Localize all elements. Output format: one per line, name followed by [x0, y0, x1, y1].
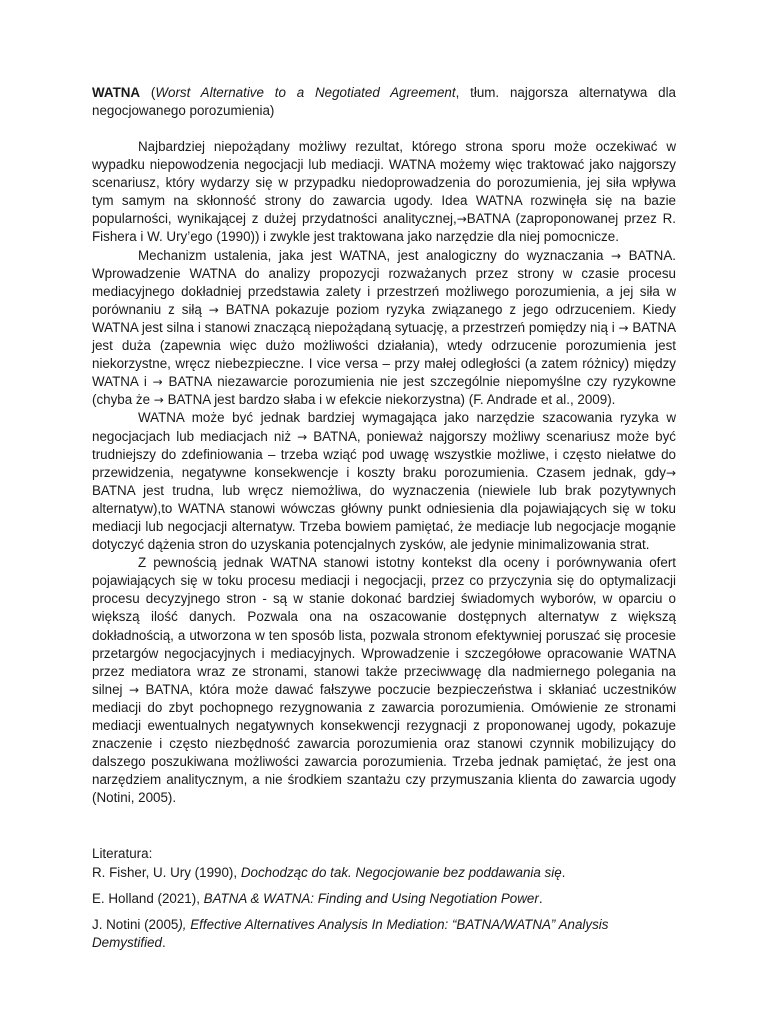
entry-expansion: Worst Alternative to a Negotiated Agreement	[155, 85, 456, 100]
reference-title: BATNA & WATNA: Finding and Using Negotiation Power	[203, 891, 539, 907]
reference-tail: .	[561, 865, 566, 881]
entry-title	[92, 84, 676, 119]
paragraph-text: Z pewnością jednak WATNA stanowi istotny kontekst dla oceny i porównywania ofert pojawiających się w toku procesu mediacji i negocjacji, przez co przyczynia się do optymalizacji procesu decyzyjnego stron - są w stanie dokonać bardziej świadomych wyborów, w oparciu o większą ilość danych. Pozwala ona na oszacowanie dostępnych alternatyw z większą dokładnością, a utworzona w ten sposób lista, pozwala stronom efektywniej poruszać się procesie przetargów negocjacyjnych i mediacyjnych. Wprowadzenie i szczegółowe opracowanie WATNA przez mediatora wraz ze stronami, stanowi także przeciwwagę dla nadmiernego polegania na silnej	[92, 555, 676, 697]
cross-reference-arrow-icon: →	[152, 375, 163, 390]
reference-item	[92, 916, 676, 952]
paragraph-text: BATNA, ponieważ najgorszy możliwy scenariusz może być trudniejszy do zdefiniowania – trzeba wziąć pod uwagę wszystkie możliwe, i często niełatwe do przewidzenia, negatywne konsekwencje i koszty braku porozumienia. Czasem jednak, gdy	[92, 428, 676, 480]
cross-reference-arrow-icon: →	[611, 248, 622, 263]
paragraph-text: BATNA jest bardzo słaba i w efekcie niekorzystna) (F. Andrade et al., 2009).	[163, 392, 616, 408]
reference-title: ), Effective Alternatives Analysis In Mediation: “BATNA/WATNA” Analysis Demystified	[92, 917, 609, 951]
references-section	[92, 845, 676, 952]
body-paragraph	[92, 554, 676, 807]
references-heading: Literatura:	[92, 846, 153, 862]
paragraph-text: BATNA, która może dawać fałszywe poczucie bezpieczeństwa i skłaniać uczestników mediacji do zbyt pochopnego rezygnowania z zawarcia porozumienia. Omówienie ze stronami mediacji ewentualnych negatywnych konsekwencji rezygnacji z proponowanej ugody, pokazuje znaczenie i często niezbędność zawarcia porozumienia oraz stanowi czynnik mobilizujący do dalszego poszukiwana możliwości zawarcia porozumienia. Trzeba jednak pamiętać, że jest ona narzędziem analitycznym, a nie środkiem szantażu czy przymuszania klienta do zawarcia ugody (Notini, 2005).	[92, 681, 676, 806]
reference-item	[92, 890, 676, 908]
cross-reference-arrow-icon: →	[208, 302, 219, 317]
reference-title: Dochodząc do tak. Negocjowanie bez poddawania się	[240, 865, 562, 881]
cross-reference-arrow-icon: →	[128, 682, 140, 697]
cross-reference-arrow-icon: →	[618, 320, 629, 335]
reference-author: E. Holland (2021),	[92, 891, 204, 907]
paragraph-text: BATNA jest duża (zapewnia więc dużo możliwości działania), wtedy odrzucenie porozumienia jest niekorzystne, wręcz niebezpieczne. I vice versa – przy małej odległości (a zatem różnicy) między WATNA i	[92, 319, 676, 390]
paragraph-text: BATNA (zaproponowanej przez R. Fishera i W. Ury’ego (1990)) i zwykle jest traktowana jako narzędzie dla niej pomocnicze.	[92, 211, 676, 245]
entry-translation: , tłum. najgorsza alternatywa dla negocjowanego porozumienia)	[92, 85, 676, 118]
paragraph-text: BATNA niezawarcie porozumienia nie jest szczególnie niepomyślne czy ryzykowne (chyba że	[92, 374, 676, 408]
title-open-paren: (	[140, 85, 156, 100]
body-paragraph	[92, 409, 676, 554]
body-paragraph	[92, 138, 676, 247]
cross-reference-arrow-icon: →	[297, 429, 308, 444]
reference-tail: .	[538, 891, 543, 907]
reference-item	[92, 864, 676, 882]
entry-term: WATNA	[92, 85, 141, 100]
body-paragraph	[92, 247, 676, 410]
entry-body	[92, 138, 676, 807]
paragraph-text: Mechanizm ustalenia, jaka jest WATNA, jest analogiczny do wyznaczania	[138, 247, 611, 263]
paragraph-text: Najbardziej niepożądany możliwy rezultat, którego strona sporu może oczekiwać w wypadku niepowodzenia negocjacji lub mediacji. WATNA możemy więc traktować jako najgorszy scenariusz, który wydarzy się w przypadku niedoprowadzenia do porozumienia, jej siła wpływa tym samym na skłonność strony do zawarcia ugody. Idea WATNA rozwinęła się na bazie popularności, wynikającej z dużej przydatności analitycznej,	[92, 139, 676, 227]
paragraph-text: BATNA pokazuje poziom ryzyka związanego z jego odrzuceniem. Kiedy WATNA jest silna i stanowi znaczącą niepożądaną sytuację, a przestrzeń pomiędzy nią i	[92, 301, 676, 335]
cross-reference-arrow-icon: →	[456, 212, 467, 227]
reference-author: J. Notini (2005	[92, 917, 179, 933]
cross-reference-arrow-icon: →	[153, 393, 164, 408]
cross-reference-arrow-icon: →	[665, 465, 676, 480]
paragraph-text: BATNA jest trudna, lub wręcz niemożliwa, do wyznaczenia (niewiele lub brak pozytywnych alternatyw),to WATNA stanowi wówczas główny punkt odniesienia dla pojawiających się w toku mediacji lub negocjacji alternatyw. Trzeba bowiem pamiętać, że mediacje lub negocjacje mogąnie dotyczyć dążenia stron do uzyskania potencjalnych zysków, ale jedynie minimalizowania strat.	[92, 482, 676, 553]
reference-tail: .	[161, 935, 166, 951]
reference-author: R. Fisher, U. Ury (1990),	[92, 865, 241, 881]
paragraph-text: BATNA. Wprowadzenie WATNA do analizy propozycji rozważanych przez strony w czasie procesu mediacyjnego dokładniej przedstawia zalety i przestrzeń możliwego porozumienia, a jej siła w porównaniu z siłą	[92, 247, 676, 317]
paragraph-text: WATNA może być jednak bardziej wymagająca jako narzędzie szacowania ryzyka w negocjacjach lub mediacjach niż	[92, 410, 676, 444]
